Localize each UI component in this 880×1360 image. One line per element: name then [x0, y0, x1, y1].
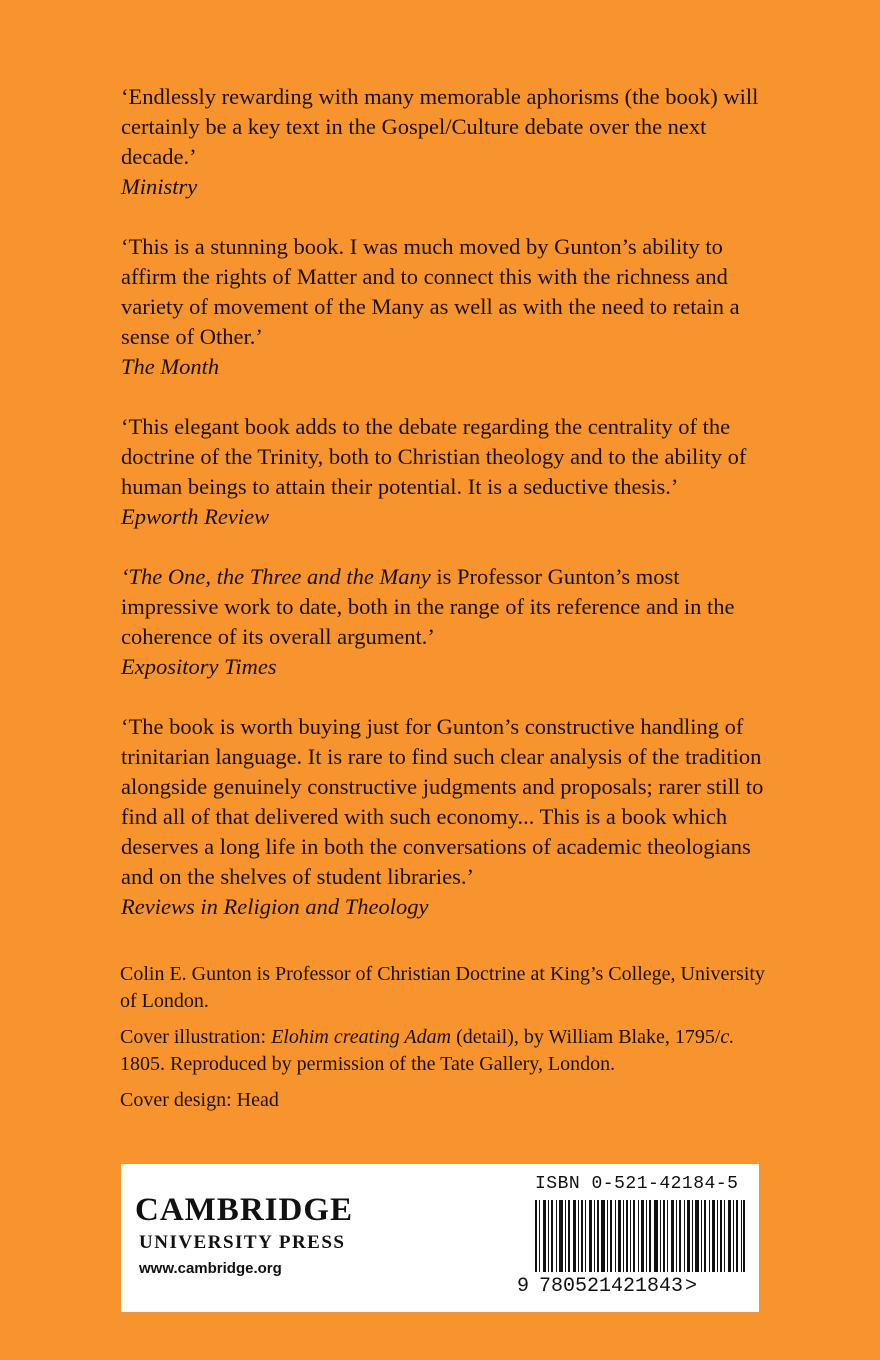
review-quote-text: is Professor Gunton’s most impressive work to date, both in the range of its reference and in the coherence of its overall argument.’ [121, 564, 735, 649]
review-quote: ‘Endlessly rewarding with many memorable aphorisms (the book) will certainly be a key text in the Gospel/Culture debate over the next decade.’ [121, 84, 759, 169]
review-source: The Month [121, 354, 220, 379]
review-quote: ‘The book is worth buying just for Gunton’s constructive handling of trinitarian language. It is rare to find such clear analysis of the tradition alongside genuinely constructive judgments and proposals; rarer still to find all of that delivered with such economy... This is a book which deserves a long life in both the conversations of academic theologians and on the shelves of student libraries.’ [121, 714, 764, 889]
cover-credits [120, 961, 780, 1123]
barcode-lead-digit: 9 [517, 1275, 530, 1298]
illustration-credit [120, 1024, 780, 1078]
review-list [121, 82, 771, 952]
review-ministry [121, 82, 771, 202]
review-epworth [121, 412, 771, 532]
review-source: Reviews in Religion and Theology [121, 894, 429, 919]
illustration-title: Elohim creating Adam [271, 1026, 452, 1048]
review-quote [121, 562, 771, 652]
barcode-arrow: > [685, 1275, 698, 1298]
review-religion-theology [121, 712, 771, 922]
publisher-logo-name: CAMBRIDGE [135, 1192, 354, 1228]
review-source: Ministry [121, 174, 198, 199]
review-quote: ‘This is a stunning book. I was much moved by Gunton’s ability to affirm the rights of Matter and to connect this with the richness and variety of movement of the Many as well as with the need to retain a sense of Other.’ [121, 234, 740, 349]
illustration-middle: (detail), by William Blake, 1795/ [451, 1026, 721, 1048]
publisher-panel [121, 1164, 759, 1312]
publisher-url: www.cambridge.org [139, 1260, 282, 1277]
design-credit: Cover design: Head [120, 1089, 279, 1111]
barcode-digits: 780521421843 [539, 1275, 684, 1298]
illustration-prefix: Cover illustration: [120, 1026, 272, 1048]
review-expository-times [121, 562, 771, 682]
review-source: Expository Times [121, 654, 277, 679]
isbn-label: ISBN 0-521-42184-5 [535, 1174, 739, 1194]
barcode-icon [535, 1200, 745, 1272]
book-title: ‘The One, the Three and the Many [121, 564, 431, 589]
review-quote: ‘This elegant book adds to the debate regarding the centrality of the doctrine of the Trinity, both to Christian theology and to the ability of human beings to attain their potential. It is a seductive thesis.’ [121, 414, 747, 499]
author-note: Colin E. Gunton is Professor of Christian Doctrine at King’s College, University of London. [120, 963, 765, 1012]
publisher-logo-subtitle: UNIVERSITY PRESS [139, 1232, 346, 1253]
illustration-circa: c. [720, 1026, 735, 1048]
illustration-suffix: 1805. Reproduced by permission of the Tate Gallery, London. [120, 1053, 616, 1075]
barcode-number [517, 1275, 697, 1299]
review-source: Epworth Review [121, 504, 270, 529]
review-the-month [121, 232, 771, 382]
